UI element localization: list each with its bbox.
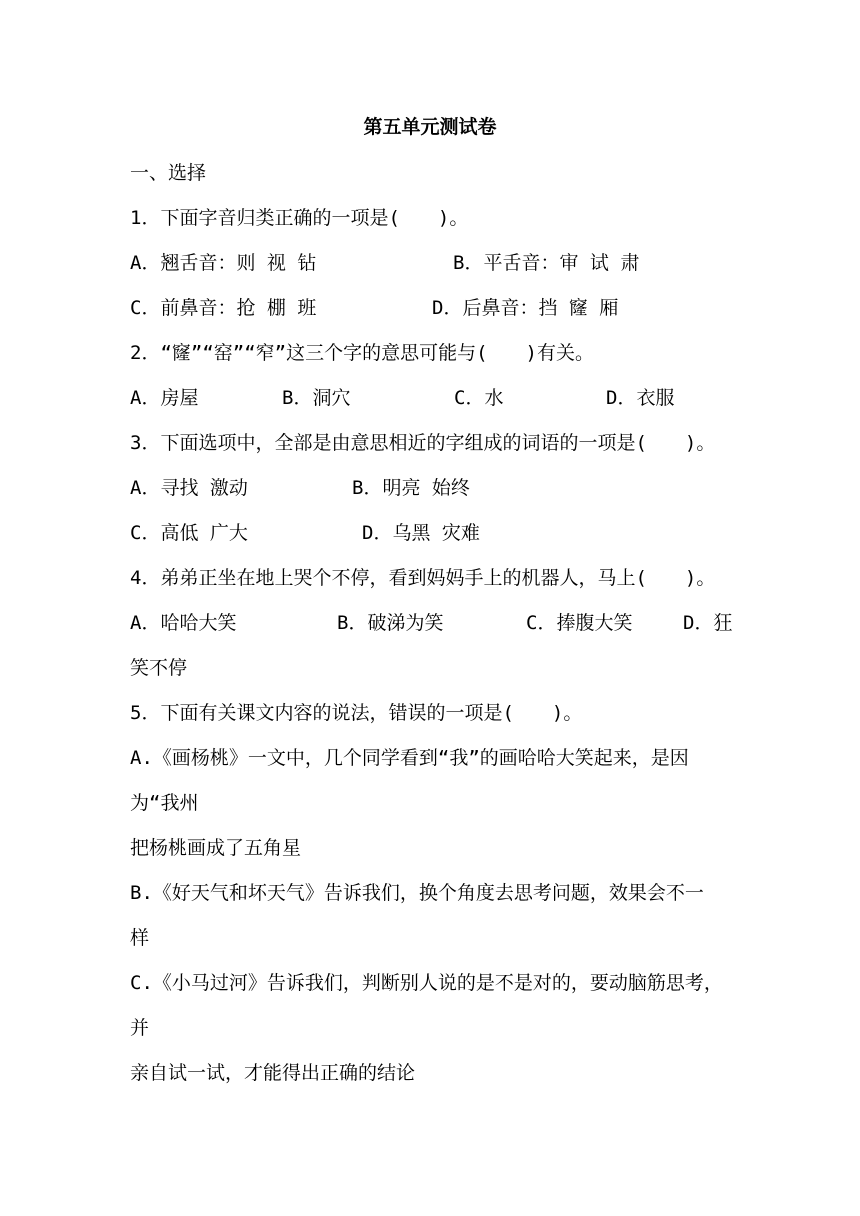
page-title: 第五单元测试卷 — [363, 116, 497, 138]
question-3-stem: 3．下面选项中，全部是由意思相近的字组成的词语的一项是( )。 — [130, 432, 716, 454]
question-1-option-d: D．后鼻音：挡 窿 厢 — [432, 297, 619, 319]
question-2-stem: 2．“窿”“窑”“窄”这三个字的意思可能与( )有关。 — [130, 342, 594, 364]
section-heading: 一、选择 — [130, 162, 207, 184]
question-1-option-b: B．平舌音：审 试 肃 — [453, 252, 640, 274]
question-5-stem: 5．下面有关课文内容的说法，错误的一项是( )。 — [130, 702, 583, 724]
question-5-option-a-line-2: 为“我州 — [130, 792, 199, 814]
question-3-option-a: A．寻找 激动 — [130, 477, 248, 499]
question-5-option-c-line-1: C.《小马过河》告诉我们，判断别人说的是不是对的，要动脑筋思考， — [130, 972, 723, 994]
question-4-option-b: B．破涕为笑 — [337, 612, 444, 634]
question-2-option-c: C．水 — [454, 387, 504, 409]
question-4-option-c: C．捧腹大笑 — [526, 612, 633, 634]
question-1-option-a: A．翘舌音：则 视 钻 — [130, 252, 317, 274]
question-3-option-d: D．乌黑 灾难 — [362, 522, 480, 544]
question-1-option-c: C．前鼻音：抢 棚 班 — [130, 297, 317, 319]
question-5-option-b-line-2: 样 — [130, 927, 150, 949]
question-4-stem: 4．弟弟正坐在地上哭个不停，看到妈妈手上的机器人，马上( )。 — [130, 567, 716, 589]
question-1-stem: 1．下面字音归类正确的一项是( )。 — [130, 207, 469, 229]
question-5-option-b-line-1: B.《好天气和坏天气》告诉我们，换个角度去思考问题，效果会不一 — [130, 882, 704, 904]
question-3-option-c: C．高低 广大 — [130, 522, 248, 544]
question-4-option-d-continued: 笑不停 — [130, 657, 188, 679]
question-2-option-b: B．洞穴 — [282, 387, 351, 409]
question-5-option-a-line-1: A.《画杨桃》一文中，几个同学看到“我”的画哈哈大笑起来，是因 — [130, 747, 689, 769]
question-4-option-d: D．狂 — [683, 612, 733, 634]
question-2-option-d: D．衣服 — [606, 387, 675, 409]
question-5-option-c-line-3: 亲自试一试，才能得出正确的结论 — [130, 1062, 416, 1084]
question-3-option-b: B．明亮 始终 — [352, 477, 470, 499]
question-5-option-a-line-3: 把杨桃画成了五角星 — [130, 837, 302, 859]
question-5-option-c-line-2: 并 — [130, 1017, 150, 1039]
question-4-option-a: A．哈哈大笑 — [130, 612, 237, 634]
question-2-option-a: A．房屋 — [130, 387, 199, 409]
